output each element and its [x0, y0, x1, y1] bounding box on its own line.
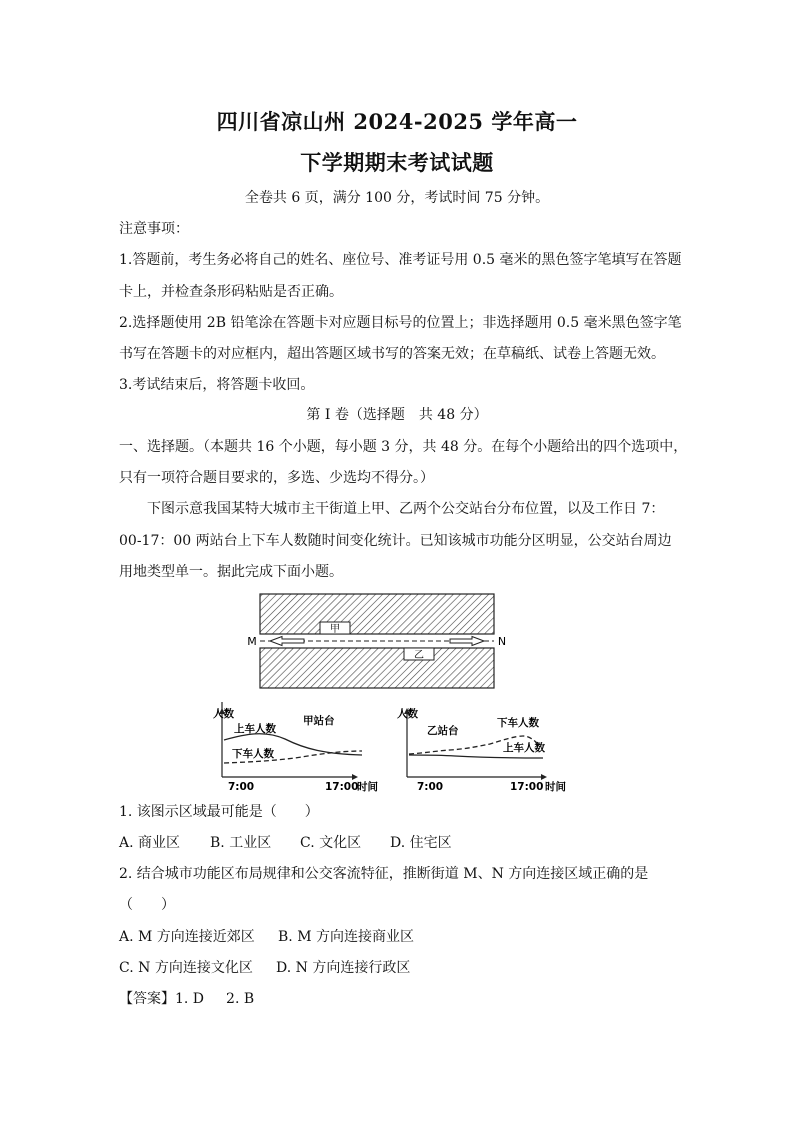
alighting-label: 下车人数: [497, 717, 539, 729]
notice-heading: 注意事项：: [119, 221, 189, 237]
notice-item-2a: 2.选择题使用 2B 铅笔涂在答题卡对应题目标号的位置上；非选择题用 0.5 毫米黑色签字笔: [119, 315, 682, 331]
boarding-label: 上车人数: [234, 723, 276, 735]
tick-start: 7:00: [417, 781, 444, 793]
exam-info: 全卷共 6 页，满分 100 分，考试时间 75 分钟。: [244, 190, 550, 206]
x-axis-arrow-icon: [352, 774, 358, 780]
question-intro-b: 00-17：00 两站台上下车人数随时间变化统计。已知该城市功能分区明显，公交站台周边: [119, 533, 672, 549]
q1-option-a: A. 商业区: [119, 835, 181, 851]
chart-title: 乙站台: [427, 725, 459, 737]
q1-option-c: C. 文化区: [300, 835, 362, 851]
answer-line: [119, 988, 254, 1008]
boarding-series-line: [409, 755, 543, 758]
arrow-right-icon: [450, 637, 484, 646]
station-yi-label: 乙: [414, 650, 424, 661]
question-intro-c: 用地类型单一。据此完成下面小题。: [119, 564, 343, 580]
answer-label: 【答案】: [119, 991, 175, 1007]
section-title: 第 I 卷（选择题 共 48 分）: [306, 407, 488, 423]
q2-option-d: D. N 方向连接行政区: [276, 960, 411, 976]
x-axis-label: 时间: [545, 781, 566, 793]
chart-yi-station: [395, 702, 575, 794]
x-axis-label: 时间: [357, 781, 378, 793]
answer-1: 1. D: [175, 991, 205, 1007]
q2-option-a: A. M 方向连接近郊区: [119, 929, 255, 945]
street-map-figure: [240, 588, 520, 696]
notice-item-3: 3.考试结束后，将答题卡收回。: [119, 377, 315, 393]
question-2a: 2. 结合城市功能区布局规律和公交客流特征，推断街道 M、N 方向连接区域正确的是: [119, 866, 649, 882]
q1-option-d: D. 住宅区: [390, 835, 452, 851]
block-south: [260, 648, 494, 688]
tick-end: 17:00: [325, 781, 359, 793]
alighting-label: 下车人数: [232, 748, 274, 760]
block-north: [260, 594, 494, 634]
notice-item-1a: 1.答题前，考生务必将自己的姓名、座位号、准考证号用 0.5 毫米的黑色签字笔填写在答题: [119, 252, 682, 268]
chart-title: 甲站台: [303, 715, 335, 727]
station-jia-label: 甲: [330, 624, 340, 635]
tick-start: 7:00: [228, 781, 255, 793]
q2-option-c: C. N 方向连接文化区: [119, 960, 253, 976]
x-axis-arrow-icon: [541, 774, 547, 780]
page-title-line1: 四川省凉山州 2024-2025 学年高一: [216, 109, 578, 134]
question-2b: （ ）: [119, 897, 175, 913]
q2-option-b: B. M 方向连接商业区: [278, 929, 414, 945]
chart-jia-station: [210, 702, 390, 794]
boarding-label: 上车人数: [503, 742, 545, 754]
section-instructions-b: 只有一项符合题目要求的，多选、少选均不得分。）: [119, 470, 434, 486]
page-title-line2: 下学期期末考试试题: [300, 150, 494, 175]
label-n: N: [497, 635, 507, 648]
label-m: M: [247, 635, 257, 648]
question-1: 1. 该图示区域最可能是（ ）: [119, 804, 319, 820]
arrow-left-icon: [270, 637, 304, 646]
y-axis-label: 人数: [213, 708, 234, 720]
notice-item-1b: 卡上，并检查条形码粘贴是否正确。: [119, 284, 343, 300]
section-instructions-a: 一、选择题。（本题共 16 个小题，每小题 3 分，共 48 分。在每个小题给出的四个选项中，: [119, 439, 688, 455]
question-intro-a: 下图示意我国某特大城市主干街道上甲、乙两个公交站台分布位置，以及工作日 7：: [147, 501, 665, 517]
notice-item-2b: 书写在答题卡的对应框内，超出答题区域书写的答案无效；在草稿纸、试卷上答题无效。: [119, 346, 665, 362]
q1-option-b: B. 工业区: [210, 835, 272, 851]
tick-end: 17:00: [510, 781, 544, 793]
answer-2: 2. B: [226, 991, 255, 1007]
y-axis-label: 人数: [397, 708, 418, 720]
